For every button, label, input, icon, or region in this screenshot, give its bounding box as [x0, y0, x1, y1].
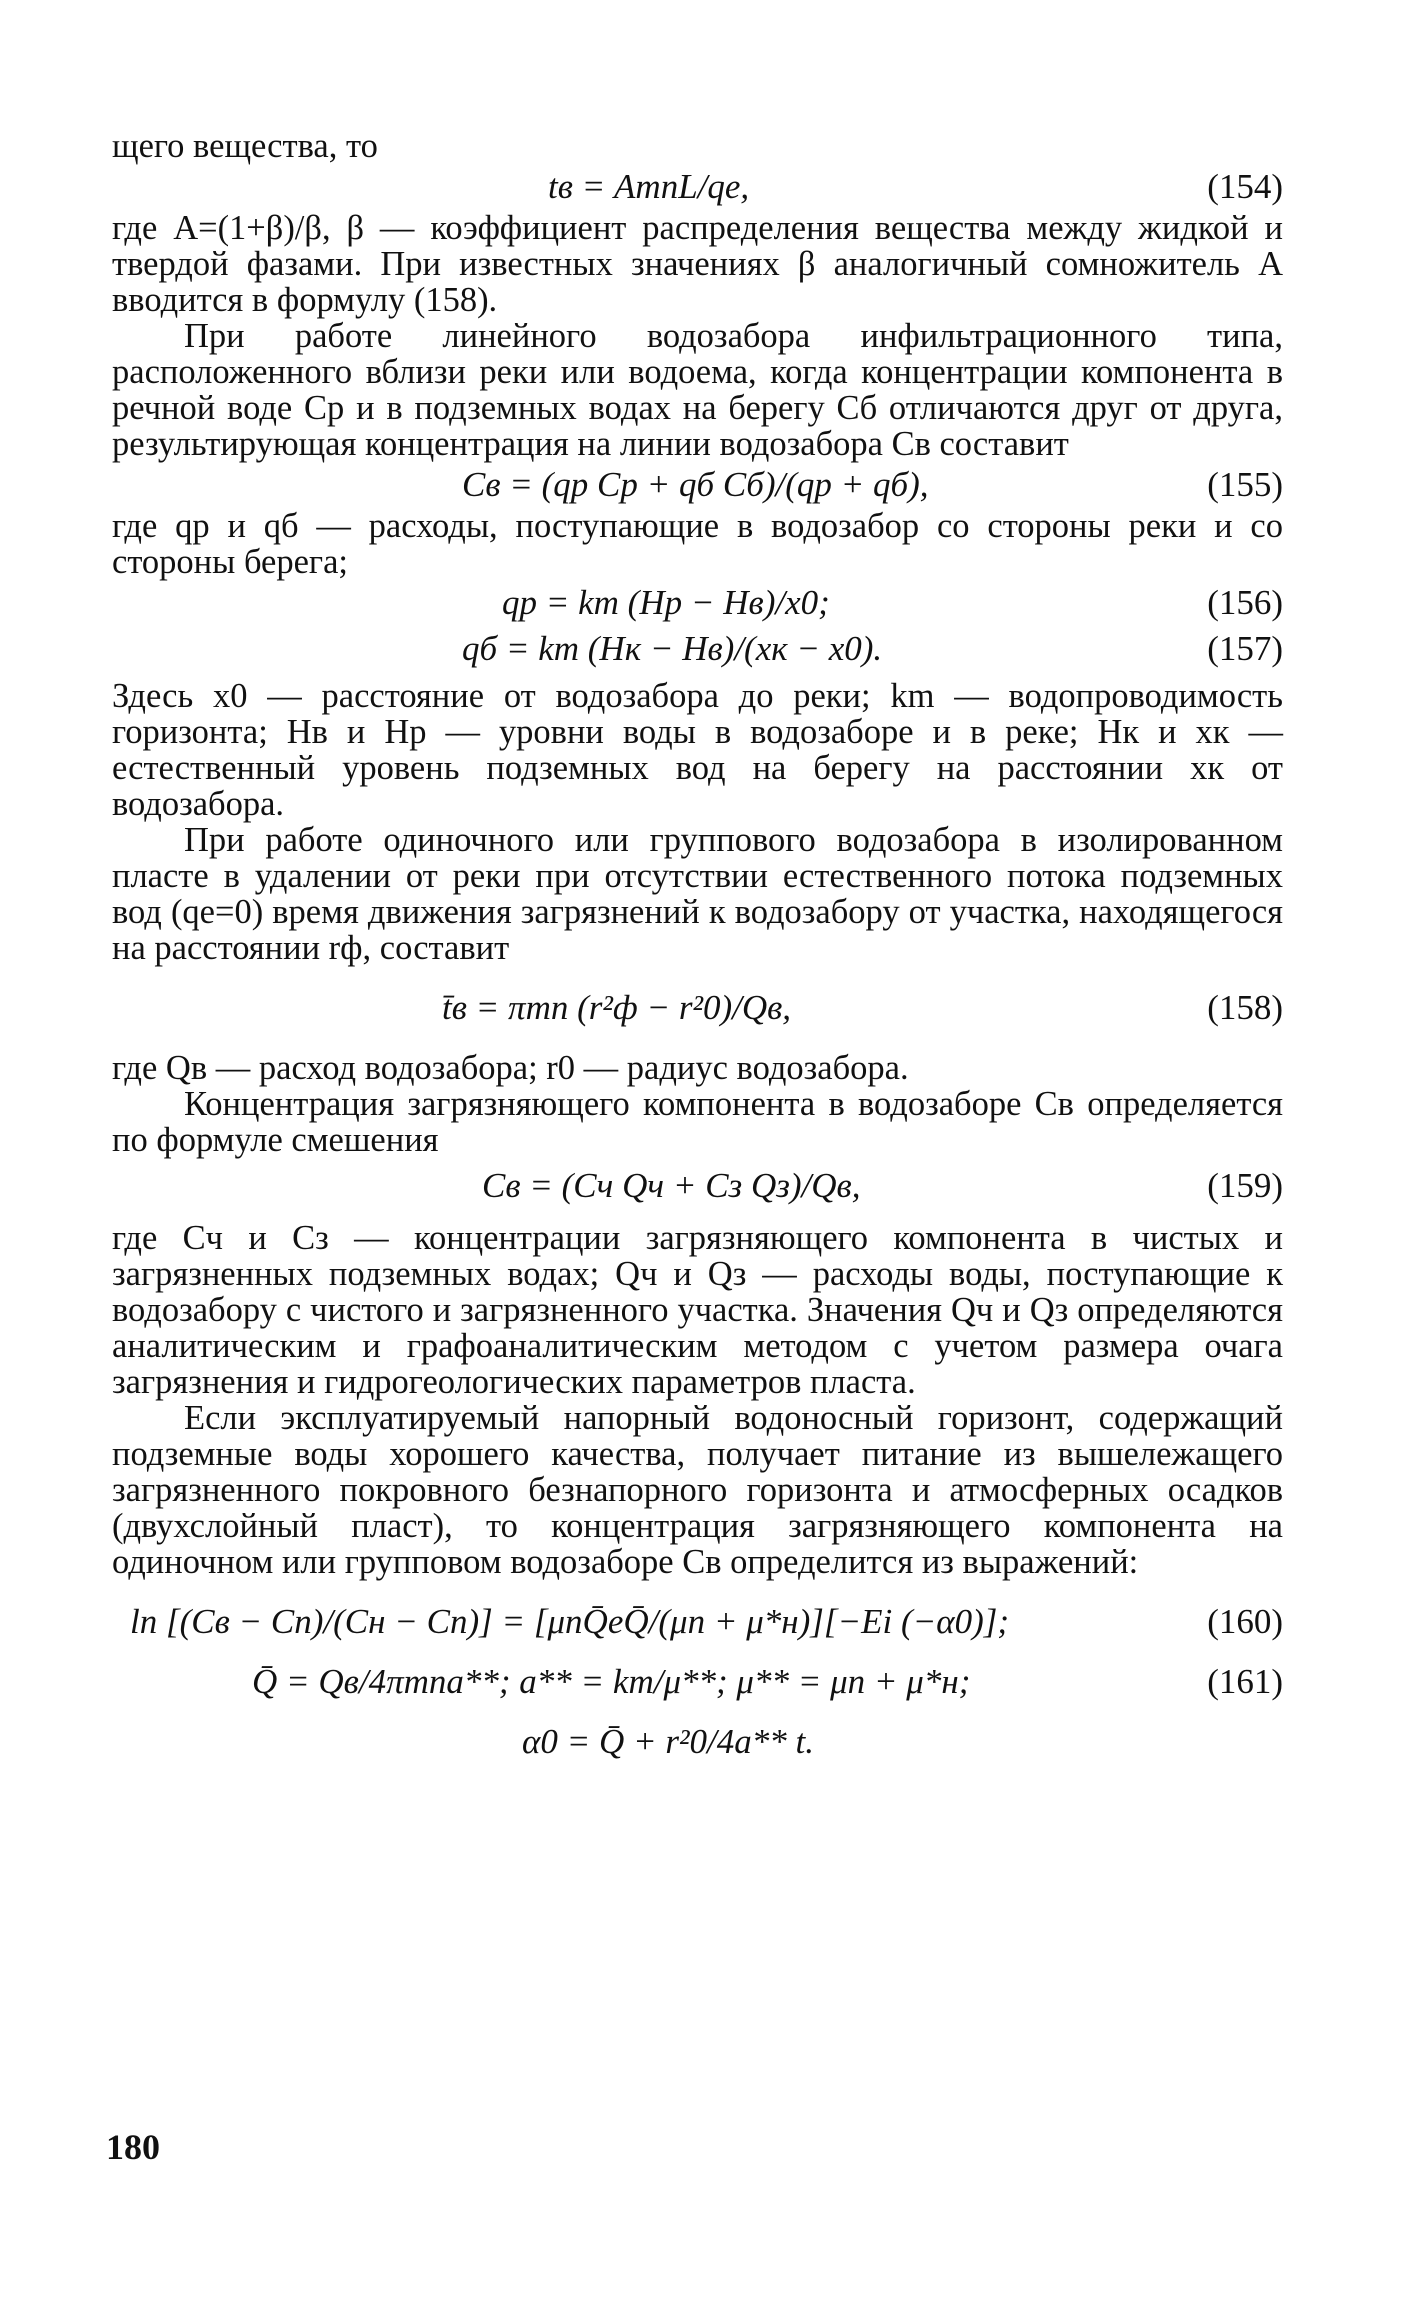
equation-number: (159) [1207, 1166, 1283, 1205]
equation-number: (157) [1207, 629, 1283, 668]
equation-alpha0 [112, 1712, 1283, 1772]
equation-number: (155) [1207, 465, 1283, 504]
equation-formula: qб = km (Hк − Hв)/(xк − x0). [462, 629, 883, 668]
equation-formula: tв = AmnL/qе, [548, 167, 750, 206]
paragraph-where-q: где qр и qб — расходы, поступающие в водозабор со стороны реки и со стороны берега; [112, 507, 1283, 581]
paragraph-where-c: где Cч и Cз — концентрации загрязняющего компонента в чистых и загрязненных подземных водах; Qч и Qз — расходы воды, поступающие к водозабору с чистого и загрязненного участка. Значения Qч и Qз определяются аналитическим и графоаналитическим методом с учетом размера очага загрязнения и гидрогеологических параметров пласта. [112, 1219, 1283, 1401]
equation-161 [112, 1652, 1283, 1712]
equation-156 [112, 580, 1283, 626]
equation-formula: α0 = Q̄ + r²0/4a** t. [522, 1722, 814, 1761]
equation-number: (158) [1207, 988, 1283, 1027]
paragraph-intro: щего вещества, то [112, 127, 378, 165]
equation-formula: Cв = (Cч Qч + Cз Qз)/Qв, [482, 1166, 861, 1205]
equation-number: (161) [1207, 1662, 1283, 1701]
paragraph-where-qv: где Qв — расход водозабора; r0 — радиус водозабора. [112, 1049, 909, 1087]
paragraph-where-a: где A=(1+β)/β, β — коэффициент распределения вещества между жидкой и твердой фазами. При известных значениях β аналогичный сомножитель A вводится в формулу (158). [112, 209, 1283, 319]
paragraph-linear-intake: При работе линейного водозабора инфильтрационного типа, расположенного вблизи реки или водоема, когда концентрации компонента в речной воде Cр и в подземных водах на берегу Cб отличаются друг от друга, результирующая концентрация на линии водозабора Cв составит [112, 317, 1283, 463]
equation-formula: ln [(Cв − Cп)/(Cн − Cп)] = [μпQ̄eQ̄/(μп + μ*н)][−Ei (−α0)]; [130, 1602, 1010, 1641]
equation-157 [112, 626, 1283, 672]
equation-155 [112, 462, 1283, 508]
equation-formula: Cв = (qр Cр + qб Cб)/(qр + qб), [462, 465, 929, 504]
paragraph-two-layer: Если эксплуатируемый напорный водоносный горизонт, содержащий подземные воды хорошего качества, получает питание из вышележащего загрязненного покровного безнапорного горизонта и атмосферных осадков (двухслойный пласт), то концентрация загрязняющего компонента на одиночном или групповом водозаборе Cв определится из выражений: [112, 1399, 1283, 1581]
equation-formula: t̄в = πmn (r²ф − r²0)/Qв, [442, 988, 792, 1027]
paragraph-isolated-layer: При работе одиночного или группового водозабора в изолированном пласте в удалении от реки при отсутствии естественного потока подземных вод (qе=0) время движения загрязнений к водозабору от участка, находящегося на расстоянии rф, составит [112, 821, 1283, 967]
equation-formula: qр = km (Hр − Hв)/x0; [502, 583, 830, 622]
equation-formula: Q̄ = Qв/4πmna**; a** = km/μ**; μ** = μп + μ*н; [252, 1662, 971, 1701]
paragraph-mixing: Концентрация загрязняющего компонента в водозаборе Cв определяется по формуле смешения [112, 1085, 1283, 1159]
equation-number: (160) [1207, 1602, 1283, 1641]
equation-number: (154) [1207, 167, 1283, 206]
page-number: 180 [106, 2127, 160, 2167]
equation-154 [112, 164, 1283, 210]
equation-158 [112, 978, 1283, 1038]
paragraph-here-x0: Здесь x0 — расстояние от водозабора до реки; km — водопроводимость горизонта; Hв и Hр — уровни воды в водозаборе и в реке; Hк и xк — естественный уровень подземных вод на берегу на расстоянии xк от водозабора. [112, 677, 1283, 823]
equation-160 [112, 1592, 1283, 1652]
equation-number: (156) [1207, 583, 1283, 622]
equation-159 [112, 1158, 1283, 1214]
